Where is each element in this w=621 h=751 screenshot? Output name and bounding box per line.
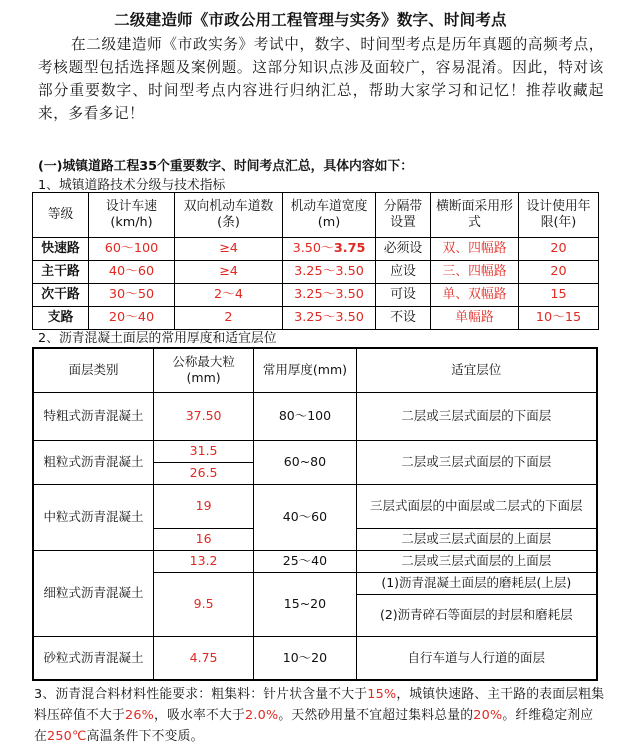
lanes-cell: ≥4 bbox=[175, 238, 283, 261]
speed-cell: 60～100 bbox=[89, 238, 175, 261]
table-row bbox=[33, 550, 597, 572]
thickness-cell: 15~20 bbox=[254, 572, 356, 636]
width-cell bbox=[283, 238, 376, 261]
aggregate-size-cell: 4.75 bbox=[153, 636, 253, 680]
grade-cell: 支路 bbox=[33, 307, 89, 330]
aggregate-size-cell: 9.5 bbox=[153, 572, 253, 636]
header-cell: 横断面采用形式 bbox=[431, 193, 519, 238]
lanes-cell: 2 bbox=[175, 307, 283, 330]
divider-cell: 不设 bbox=[376, 307, 431, 330]
grade-cell: 次干路 bbox=[33, 284, 89, 307]
section-form-cell: 双、四幅路 bbox=[431, 238, 519, 261]
aggregate-size-cell: 16 bbox=[153, 528, 253, 550]
table-row bbox=[33, 636, 597, 680]
header-cell: 公称最大粒(mm) bbox=[153, 348, 253, 392]
section-heading: (一)城镇道路工程35个重要数字、时间考点汇总，具体内容如下： bbox=[38, 159, 414, 174]
note-value: 26% bbox=[124, 708, 155, 723]
subheading-2: 2、沥青混凝土面层的常用厚度和适宜层位 bbox=[38, 331, 277, 346]
layer-type-cell: 粗粒式沥青混凝土 bbox=[33, 440, 153, 484]
layer-type-cell: 特粗式沥青混凝土 bbox=[33, 392, 153, 440]
service-life-cell: 20 bbox=[519, 261, 599, 284]
header-cell: 设计使用年限(年) bbox=[519, 193, 599, 238]
layer-position-cell: 二层或三层式面层的下面层 bbox=[356, 392, 597, 440]
service-life-cell: 10～15 bbox=[519, 307, 599, 330]
layer-position-cell: 二层或三层式面层的上面层 bbox=[356, 550, 597, 572]
layer-position-cell: 二层或三层式面层的下面层 bbox=[356, 440, 597, 484]
width-value: 3.50～ bbox=[292, 241, 334, 256]
header-cell: 面层类别 bbox=[33, 348, 153, 392]
grade-cell: 快速路 bbox=[33, 238, 89, 261]
layer-position-cell: 二层或三层式面层的上面层 bbox=[356, 528, 597, 550]
header-cell: 双向机动车道数(条) bbox=[175, 193, 283, 238]
layer-position-cell: 自行车道与人行道的面层 bbox=[356, 636, 597, 680]
aggregate-size-cell: 13.2 bbox=[153, 550, 253, 572]
road-grade-table bbox=[32, 192, 599, 330]
divider-cell: 应设 bbox=[376, 261, 431, 284]
table-row bbox=[33, 440, 597, 462]
note-value: 15% bbox=[367, 687, 397, 702]
layer-position-cell: (2)沥青碎石等面层的封层和磨耗层 bbox=[356, 594, 597, 636]
header-cell: 等级 bbox=[33, 193, 89, 238]
note-value: 20% bbox=[473, 708, 503, 723]
table-row bbox=[33, 484, 597, 528]
note-text: ，城镇快速路、主干路的表面层粗集料压碎值不大于 bbox=[34, 687, 605, 723]
section-form-cell: 单、双幅路 bbox=[431, 284, 519, 307]
table-row bbox=[33, 238, 599, 261]
note-value: 2.0% bbox=[245, 708, 279, 723]
service-life-cell: 20 bbox=[519, 238, 599, 261]
section-form-cell: 三、四幅路 bbox=[431, 261, 519, 284]
thickness-cell: 10～20 bbox=[254, 636, 356, 680]
table-header-row bbox=[33, 348, 597, 392]
intro-paragraph: 在二级建造师《市政实务》考试中，数字、时间型考点是历年真题的高频考点，考核题型包括选择题及案例题。这部分知识点涉及面较广，容易混淆。因此，特对该部分重要数字、时间型考点内容进行归纳汇总，帮助大家学习和记忆！推荐收藏起来，多看多记！ bbox=[38, 36, 604, 122]
header-cell: 设计车速(km/h) bbox=[89, 193, 175, 238]
lanes-cell: 2～4 bbox=[175, 284, 283, 307]
layer-type-cell: 细粒式沥青混凝土 bbox=[33, 550, 153, 636]
subheading-1: 1、城镇道路技术分级与技术指标 bbox=[38, 178, 226, 193]
aggregate-size-cell: 31.5 bbox=[153, 440, 253, 462]
width-cell: 3.25～3.50 bbox=[283, 261, 376, 284]
note-text: ，吸水率不大于 bbox=[154, 708, 246, 723]
layer-type-cell: 砂粒式沥青混凝土 bbox=[33, 636, 153, 680]
asphalt-layer-table bbox=[32, 347, 598, 681]
note-value: 250℃ bbox=[47, 729, 87, 744]
speed-cell: 30～50 bbox=[89, 284, 175, 307]
layer-type-cell: 中粒式沥青混凝土 bbox=[33, 484, 153, 550]
divider-cell: 可设 bbox=[376, 284, 431, 307]
page-title: 二级建造师《市政公用工程管理与实务》数字、时间考点 bbox=[114, 11, 507, 29]
layer-position-cell: 三层式面层的中面层或二层式的下面层 bbox=[356, 484, 597, 528]
lanes-cell: ≥4 bbox=[175, 261, 283, 284]
header-cell: 分隔带设置 bbox=[376, 193, 431, 238]
width-cell: 3.25～3.50 bbox=[283, 284, 376, 307]
divider-cell: 必须设 bbox=[376, 238, 431, 261]
header-cell: 适宜层位 bbox=[356, 348, 597, 392]
note-text: 3、沥青混合料材料性能要求：粗集料：针片状含量不大于 bbox=[34, 687, 368, 702]
thickness-cell: 80～100 bbox=[254, 392, 356, 440]
table-row bbox=[33, 261, 599, 284]
aggregate-size-cell: 26.5 bbox=[153, 462, 253, 484]
width-value-bold: 3.75 bbox=[333, 241, 366, 256]
layer-position-cell: (1)沥青混凝土面层的磨耗层(上层) bbox=[356, 572, 597, 594]
aggregate-size-cell: 19 bbox=[153, 484, 253, 528]
grade-cell: 主干路 bbox=[33, 261, 89, 284]
speed-cell: 40～60 bbox=[89, 261, 175, 284]
table-row bbox=[33, 284, 599, 307]
note-text: 。纤维稳定剂应在 bbox=[34, 708, 594, 744]
thickness-cell: 25～40 bbox=[254, 550, 356, 572]
thickness-cell: 40～60 bbox=[254, 484, 356, 550]
material-requirements-note bbox=[34, 684, 606, 747]
table-row bbox=[33, 392, 597, 440]
table-header-row bbox=[33, 193, 599, 238]
aggregate-size-cell: 37.50 bbox=[153, 392, 253, 440]
speed-cell: 20～40 bbox=[89, 307, 175, 330]
note-text: 。天然砂用量不宜超过集料总量的 bbox=[278, 708, 474, 723]
width-cell: 3.25～3.50 bbox=[283, 307, 376, 330]
section-form-cell: 单幅路 bbox=[431, 307, 519, 330]
header-cell: 机动车道宽度(m) bbox=[283, 193, 376, 238]
thickness-cell: 60~80 bbox=[254, 440, 356, 484]
header-cell: 常用厚度(mm) bbox=[254, 348, 356, 392]
note-text: 高温条件下不变质。 bbox=[86, 729, 204, 744]
service-life-cell: 15 bbox=[519, 284, 599, 307]
